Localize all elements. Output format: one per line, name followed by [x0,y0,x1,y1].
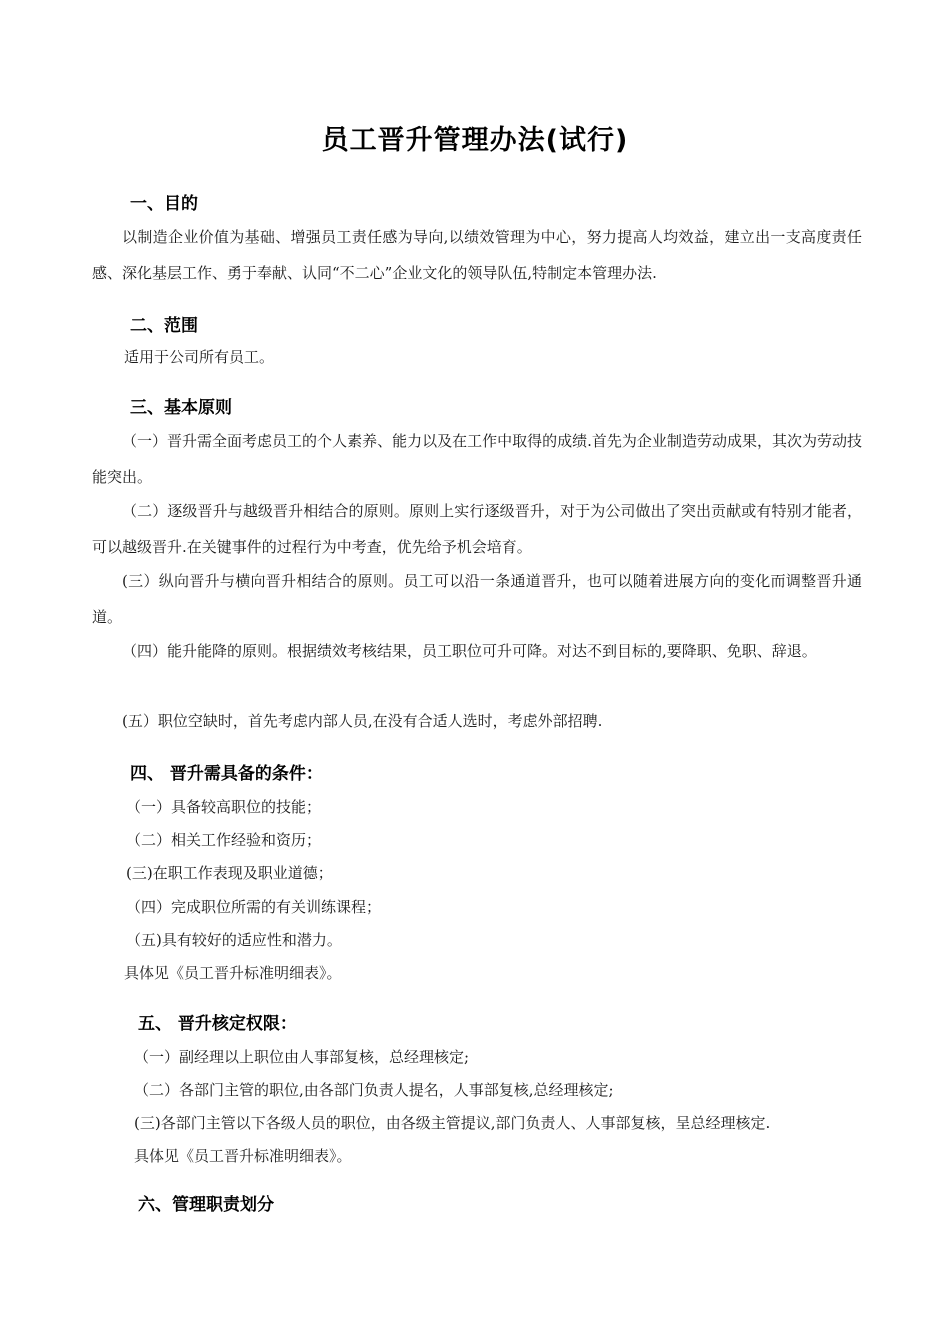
authority-item: （二）各部门主管的职位,由各部门负责人提名，人事部复核,总经理核定; [134,1081,614,1099]
condition-reference: 具体见《员工晋升标准明细表》。 [124,964,342,982]
condition-item: （一）具备较高职位的技能； [126,798,322,816]
section-heading-conditions: 四、 晋升需具备的条件： [130,764,323,784]
principle-item: （一）晋升需全面考虑员工的个人素养、能力以及在工作中取得的成绩.首先为企业制造劳动成果，其次为劳动技能突出。 [92,432,862,486]
principle-item: （二）逐级晋升与越级晋升相结合的原则。原则上实行逐级晋升，对于为公司做出了突出贡献或有特别才能者，可以越级晋升.在关键事件的过程行为中考查，优先给予机会培育。 [92,502,862,556]
section-purpose-text: 以制造企业价值为基础、增强员工责任感为导向,以绩效管理为中心，努力提高人均效益，建立出一支高度责任感、深化基层工作、勇于奉献、认同“不二心”企业文化的领导队伍,特制定本管理办法. [92,228,862,282]
section-heading-scope: 二、范围 [130,316,198,336]
condition-item: （四）完成职位所需的有关训练课程； [126,898,382,916]
section-heading-principles: 三、基本原则 [130,398,232,418]
condition-item: （二）相关工作经验和资历； [126,831,322,849]
principle-item: (五）职位空缺时，首先考虑内部人员,在没有合适人选时，考虑外部招聘. [122,712,603,730]
principle-item: （四）能升能降的原则。根据绩效考核结果，员工职位可升可降。对达不到目标的,要降职、免职、辞退。 [122,642,817,660]
document-title: 员工晋升管理办法(试行) [321,125,629,156]
authority-reference: 具体见《员工晋升标准明细表》。 [134,1147,352,1165]
authority-item: (三)各部门主管以下各级人员的职位，由各级主管提议,部门负责人、人事部复核，呈总经理核定. [134,1114,771,1132]
section-scope-text: 适用于公司所有员工。 [124,348,275,366]
condition-item: (三)在职工作表现及职业道德； [126,864,333,882]
principle-item: (三）纵向晋升与横向晋升相结合的原则。员工可以沿一条通道晋升，也可以随着进展方向的变化而调整晋升通道。 [92,572,862,626]
section-heading-purpose: 一、目的 [130,194,198,214]
authority-item: （一）副经理以上职位由人事部复核，总经理核定; [134,1048,470,1066]
section-heading-responsibilities: 六、管理职责划分 [138,1195,274,1215]
section-heading-authority: 五、 晋升核定权限： [138,1014,297,1034]
condition-item: （五)具有较好的适应性和潜力。 [126,931,342,949]
